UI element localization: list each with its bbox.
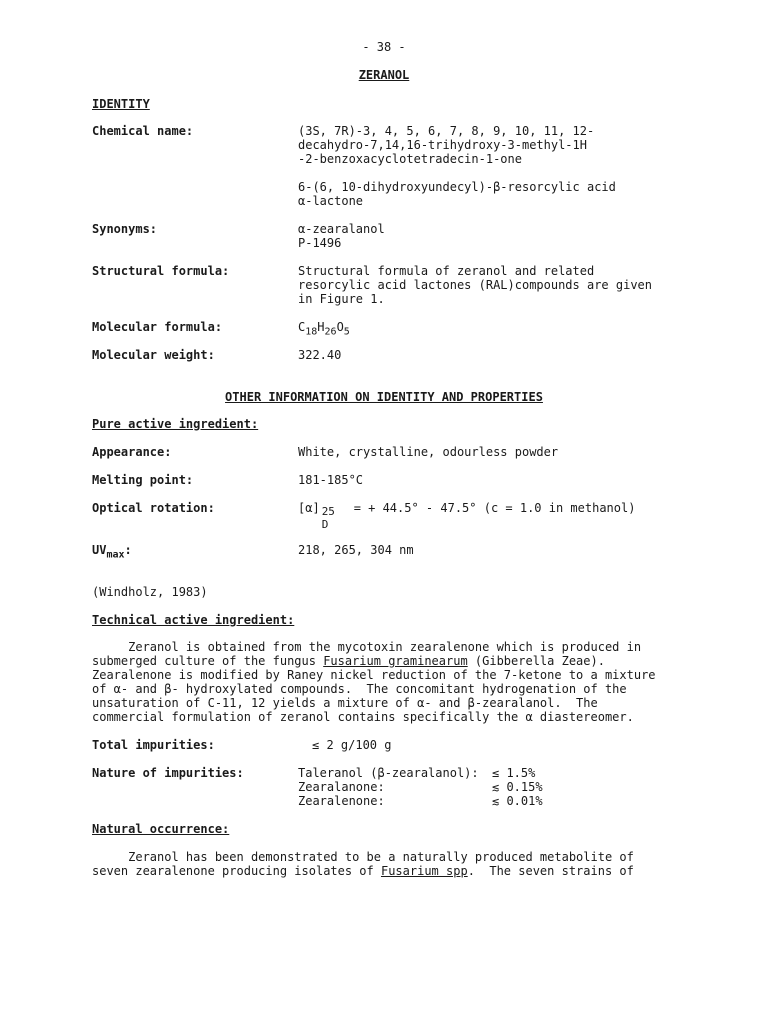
appearance-value: White, crystalline, odourless powder: [298, 445, 559, 459]
optical-rotation-value: [α] 25 D = + 44.5° - 47.5° (c = 1.0 in methanol): [298, 501, 636, 531]
melting-point-value: 181-185°C: [298, 473, 364, 487]
natural-occurrence-heading: Natural occurrence:: [92, 822, 230, 836]
appearance-label: Appearance:: [92, 445, 172, 459]
impurity-value-2: ≲ 0.15%: [492, 780, 543, 794]
structural-formula-line-1: Structural formula of zeranol and related: [298, 264, 595, 278]
identity-heading: IDENTITY: [92, 97, 150, 111]
chemical-name-alt-line-1: 6-(6, 10-dihydroxyundecyl)-β-resorcylic acid: [298, 180, 616, 194]
total-impurities-label: Total impurities:: [92, 738, 215, 752]
structural-formula-line-2: resorcylic acid lactones (RAL)compounds are given: [298, 278, 653, 292]
optical-rotation-label: Optical rotation:: [92, 501, 215, 515]
natural-para-line-1: Zeranol has been demonstrated to be a naturally produced metabolite of: [92, 850, 634, 864]
page-title: ZERANOL: [358, 68, 410, 82]
fusarium-spp: Fusarium spp: [380, 864, 468, 878]
technical-para-line-4: of α- and β- hydroxylated compounds. The concomitant hydrogenation of the: [92, 682, 627, 696]
technical-para-line-3: Zearalenone is modified by Raney nickel reduction of the 7-ketone to a mixture: [92, 668, 656, 682]
technical-para-line-6: commercial formulation of zeranol contains specifically the α diastereomer.: [92, 710, 634, 724]
nature-impurities-label: Nature of impurities:: [92, 766, 244, 780]
impurity-value-3: ≲ 0.01%: [492, 794, 543, 808]
synonyms-label: Synonyms:: [92, 222, 158, 236]
technical-para-line-2: submerged culture of the fungus Fusarium graminearum (Gibberella Zeae).: [92, 654, 605, 668]
molecular-formula-label: Molecular formula:: [92, 320, 223, 334]
molecular-weight: 322.40: [298, 348, 342, 362]
molecular-formula: $C_{18}H_{26}O_5$: [298, 320, 350, 338]
synonym-2: P-1496: [298, 236, 342, 250]
chemical-name-alt-line-2: α-lactone: [298, 194, 364, 208]
chemical-name-line-3: -2-benzoxacyclotetradecin-1-one: [298, 152, 522, 166]
uv-max-value: 218, 265, 304 nm: [298, 543, 414, 557]
synonym-1: α-zearalanol: [298, 222, 385, 236]
uv-max-label: $UV_{max}$:: [92, 543, 132, 561]
reference-citation: (Windholz, 1983): [92, 585, 208, 599]
impurity-name-1: Taleranol (β-zearalanol):: [298, 766, 479, 780]
structural-formula-line-3: in Figure 1.: [298, 292, 385, 306]
chemical-name-line-2: decahydro-7,14,16-trihydroxy-3-methyl-1H: [298, 138, 587, 152]
melting-point-label: Melting point:: [92, 473, 194, 487]
technical-para-line-1: Zeranol is obtained from the mycotoxin zearalenone which is produced in: [92, 640, 642, 654]
other-info-heading: OTHER INFORMATION ON IDENTITY AND PROPERTIES: [225, 390, 543, 404]
impurity-name-2: Zearalanone:: [298, 780, 385, 794]
molecular-weight-label: Molecular weight:: [92, 348, 215, 362]
pure-ingredient-heading: Pure active ingredient:: [92, 417, 259, 431]
technical-para-line-5: unsaturation of C-11, 12 yields a mixture of α- and β-zearalanol. The: [92, 696, 598, 710]
chemical-name-line-1: (3S, 7R)-3, 4, 5, 6, 7, 8, 9, 10, 11, 12-: [298, 124, 595, 138]
fusarium-graminearum: Fusarium graminearum: [323, 654, 468, 668]
chemical-name-label: Chemical name:: [92, 124, 194, 138]
page-number: - 38 -: [362, 40, 406, 54]
total-impurities-value: ≤ 2 g/100 g: [312, 738, 392, 752]
natural-para-line-2: seven zearalenone producing isolates of Fusarium spp. The seven strains of: [92, 864, 634, 878]
technical-ingredient-heading: Technical active ingredient:: [92, 613, 295, 627]
impurity-name-3: Zearalenone:: [298, 794, 385, 808]
impurity-value-1: ≤ 1.5%: [492, 766, 536, 780]
structural-formula-label: Structural formula:: [92, 264, 230, 278]
